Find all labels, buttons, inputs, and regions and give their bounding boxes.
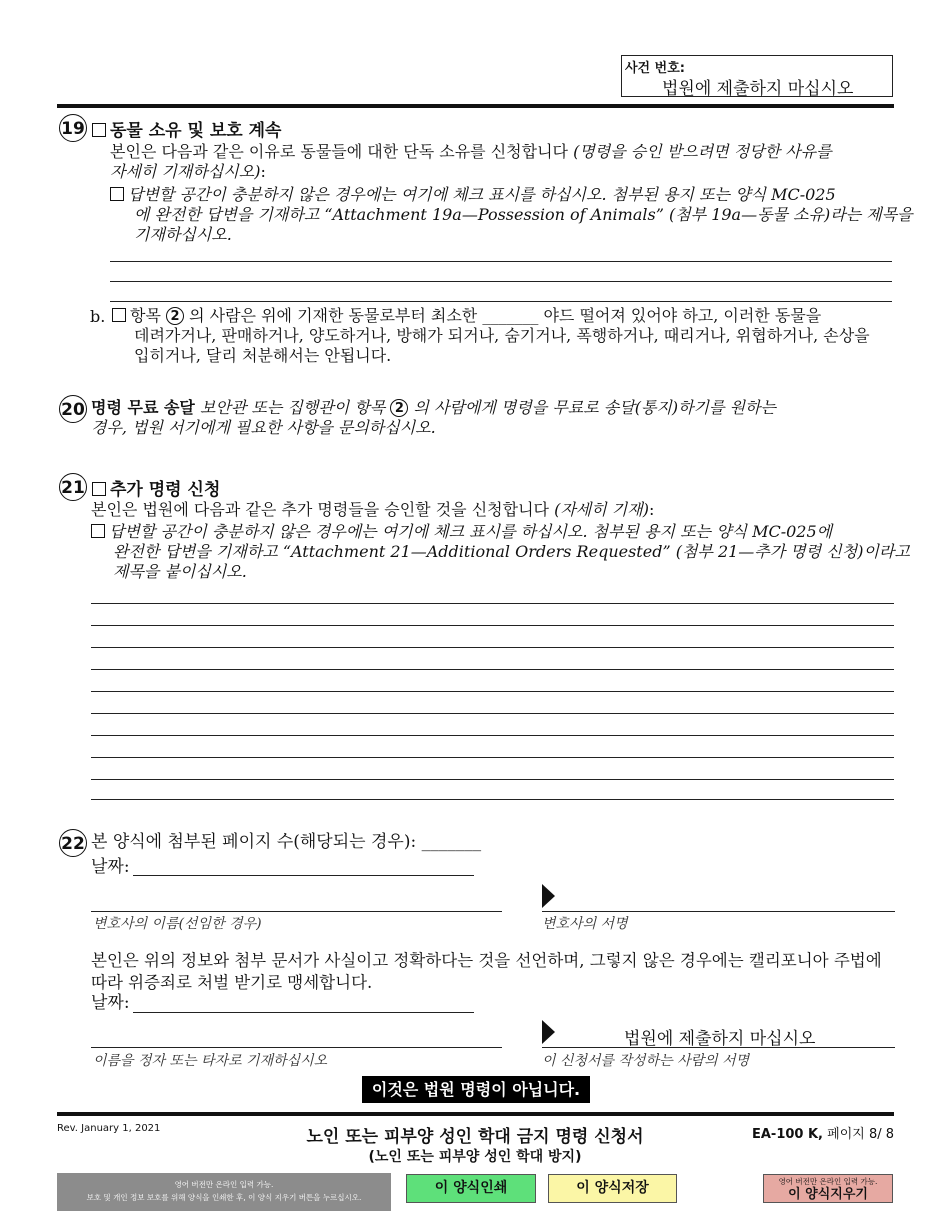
clear-form-label: 이 양식지우기	[788, 1187, 868, 1202]
s21-write-line-6[interactable]	[91, 713, 894, 714]
s21-attach3: 제목을 붙이십시오.	[113, 562, 247, 581]
s21-line1-end: :	[648, 500, 655, 519]
s21-write-line-1[interactable]	[91, 603, 894, 604]
s22-date2-line[interactable]	[133, 1012, 474, 1013]
petitioner-signature-value[interactable]: 법원에 제출하지 마십시오	[624, 1029, 816, 1049]
s19-line2-end: :	[260, 162, 266, 181]
attorney-signature-line[interactable]	[542, 911, 895, 912]
s21-write-line-2[interactable]	[91, 625, 894, 626]
s19b-line1b: 의 사람은 위에 기재한 동물로부터 최소한 _______ 야드 떨어져 있어야 하고, 이러한 동물을	[184, 306, 822, 325]
form-subtitle: (노인 또는 피부양 성인 학대 방지)	[368, 1149, 582, 1165]
s19b-checkbox[interactable]	[112, 308, 126, 322]
s20-title: 명령 무료 송달	[91, 398, 195, 417]
s19-line1-italic: (명령을 승인 받으려면 정당한 사유를	[573, 142, 832, 161]
s21-write-line-3[interactable]	[91, 647, 894, 648]
case-number-label: 사건 번호:	[625, 61, 685, 76]
s19-attach1: 답변할 공간이 충분하지 않은 경우에는 여기에 체크 표시를 하십시오. 첨부된 용지 또는 양식 MC-025	[128, 185, 836, 204]
s21-line1: 본인은 법원에 다음과 같은 추가 명령들을 승인할 것을 신청합니다	[91, 500, 555, 519]
s21-write-line-7[interactable]	[91, 735, 894, 736]
s20-text1a: 보안관 또는 집행관이 항목	[194, 398, 391, 417]
item-number-20: 20	[59, 395, 87, 423]
s19b-line2: 데려가거나, 판매하거나, 양도하거나, 방해가 되거나, 숨기거나, 폭행하거나, 때리거나, 위협하거나, 손상을	[134, 326, 870, 345]
section-19b-text	[112, 306, 870, 366]
save-form-button[interactable]: 이 양식저장	[548, 1174, 677, 1203]
case-number-box	[621, 55, 893, 97]
petitioner-signature-label: 이 신청서를 작성하는 사람의 서명	[542, 1053, 750, 1069]
privacy-note-line2: 보호 및 개인 정보 보호를 위해 양식을 인쇄한 후, 이 양식 지우기 버튼을 누르십시오.	[86, 1193, 362, 1202]
s21-line1-italic: (자세히 기재)	[554, 500, 649, 519]
s21-write-line-5[interactable]	[91, 691, 894, 692]
revision-date: Rev. January 1, 2021	[57, 1123, 161, 1134]
s21-write-line-9[interactable]	[91, 779, 894, 780]
s21-attach2: 완전한 답변을 기재하고 “Attachment 21—Additional Orders Requested” (첨부 21—추가 명령 신청)이라고	[113, 542, 910, 561]
s19-attach-checkbox[interactable]	[110, 187, 124, 201]
item-number-19: 19	[59, 114, 87, 142]
form-id-code: EA-100 K,	[751, 1127, 823, 1142]
clear-form-note: 영어 버전만 온라인 입력 가능.	[778, 1177, 878, 1186]
s19b-line3: 입히거나, 달리 처분해서는 안됩니다.	[134, 346, 392, 365]
form-id	[740, 1123, 894, 1142]
section-19-checkbox[interactable]	[92, 123, 106, 137]
s19b-line1a: 항목	[130, 306, 166, 325]
attorney-name-label: 변호사의 이름(선임한 경우)	[93, 916, 262, 932]
s19-write-line-1[interactable]	[110, 261, 892, 262]
s22-pages-label: 본 양식에 첨부된 페이지 수(해당되는 경우): _______	[91, 832, 482, 852]
s19-write-line-3[interactable]	[110, 301, 892, 302]
item-number-21: 21	[59, 473, 87, 501]
s20-text2: 경우, 법원 서기에게 필요한 사항을 문의하십시오.	[91, 418, 436, 437]
section-21-checkbox[interactable]	[92, 482, 106, 496]
section-21-title	[92, 475, 220, 500]
section-21-intro	[91, 500, 654, 520]
s21-attach1: 답변할 공간이 충분하지 않은 경우에는 여기에 체크 표시를 하십시오. 첨부된 용지 또는 양식 MC-025에	[109, 522, 833, 541]
section-19-intro	[110, 142, 832, 182]
attorney-name-line[interactable]	[91, 911, 502, 912]
s19-attach3: 기재하십시오.	[134, 225, 232, 244]
s21-write-line-8[interactable]	[91, 757, 894, 758]
attorney-signature-label: 변호사의 서명	[542, 916, 628, 932]
section-19-title	[92, 116, 281, 141]
attorney-signature-arrow-icon	[542, 884, 555, 908]
petitioner-signature-line[interactable]	[542, 1047, 895, 1048]
s19-attach2: 에 완전한 답변을 기재하고 “Attachment 19a—Possession of Animals” (첨부 19a—동물 소유)라는 제목을	[134, 205, 913, 224]
s19b-label: b.	[90, 307, 106, 326]
s22-declaration	[91, 950, 882, 994]
s22-date-label: 날짜:	[91, 857, 130, 877]
section-21-attachment	[91, 522, 910, 582]
section-21-title-text: 추가 명령 신청	[110, 480, 221, 500]
privacy-note-box	[57, 1173, 391, 1211]
s21-write-line-4[interactable]	[91, 669, 894, 670]
printed-name-line[interactable]	[91, 1047, 502, 1048]
s19-write-line-2[interactable]	[110, 281, 892, 282]
form-title: 노인 또는 피부양 성인 학대 금지 명령 신청서	[306, 1127, 644, 1147]
printed-name-label: 이름을 정자 또는 타자로 기재하십시오	[93, 1053, 328, 1069]
s21-attach-checkbox[interactable]	[91, 524, 105, 538]
s22-declare1: 본인은 위의 정보와 첨부 문서가 사실이고 정확하다는 것을 선언하며, 그렇지 않은 경우에는 캘리포니아 주법에	[91, 951, 882, 970]
section-20-text	[91, 398, 776, 438]
s19-line1: 본인은 다음과 같은 이유로 동물들에 대한 단독 소유를 신청합니다	[110, 142, 574, 161]
item-number-22: 22	[59, 829, 87, 857]
s21-write-line-10[interactable]	[91, 799, 894, 800]
s20-text1b: 의 사람에게 명령을 무료로 송달(통지)하기를 원하는	[408, 398, 776, 417]
s22-date-line[interactable]	[133, 875, 474, 876]
page-number: 페이지 8/ 8	[823, 1127, 894, 1142]
s20-item-ref: 2	[390, 399, 408, 417]
print-form-button[interactable]: 이 양식인쇄	[406, 1174, 536, 1203]
s22-date2-label: 날짜:	[91, 993, 130, 1013]
privacy-note-line1: 영어 버전만 온라인 입력 가능.	[174, 1180, 274, 1189]
s19b-item-ref: 2	[166, 307, 184, 325]
header-thick-rule	[57, 104, 894, 108]
signature-arrow-icon	[542, 1020, 555, 1044]
s19-line2-italic: 자세히 기재하십시오)	[110, 162, 261, 181]
section-19-attachment	[110, 185, 913, 245]
section-19-title-text: 동물 소유 및 보호 계속	[110, 121, 282, 141]
not-court-order-banner: 이것은 법원 명령이 아닙니다.	[362, 1076, 590, 1103]
case-number-value[interactable]: 법원에 제출하지 마십시오	[662, 79, 854, 99]
clear-form-button[interactable]	[763, 1174, 893, 1203]
s22-declare2: 따라 위증죄로 처벌 받기로 맹세합니다.	[91, 973, 373, 992]
footer-thick-rule	[57, 1112, 894, 1116]
